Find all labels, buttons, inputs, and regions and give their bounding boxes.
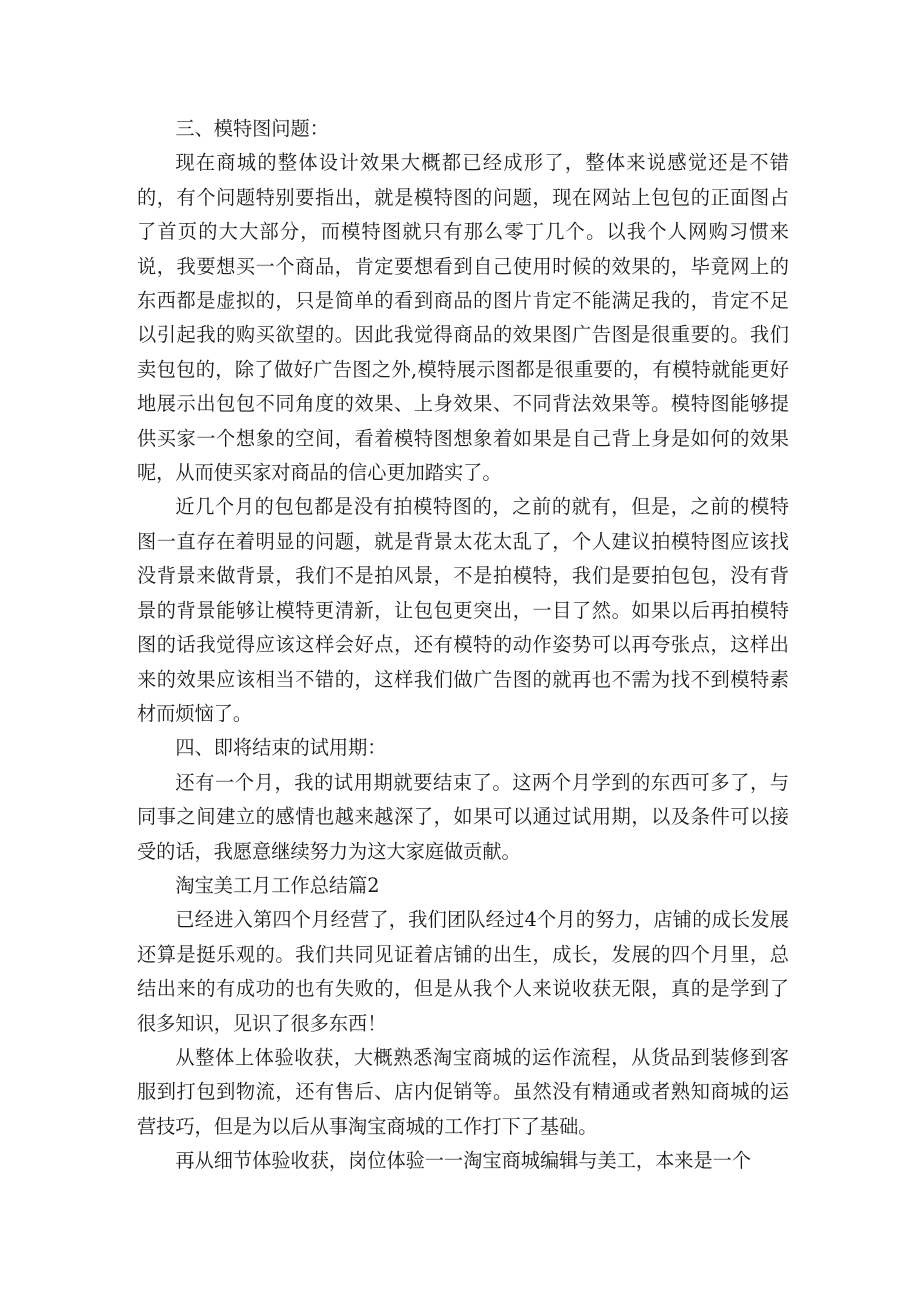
body-paragraph: 从整体上体验收获，大概熟悉淘宝商城的运作流程，从货品到装修到客服到打包到物流，还有售后、店内促销等。虽然没有精通或者熟知商城的运营技巧，但是为以后从事淘宝商城的工作打下了基础。 (137, 1045, 789, 1138)
section-heading-model-photos: 三、模特图问题： (175, 117, 329, 140)
document-body (137, 112, 789, 1179)
body-paragraph: 已经进入第四个月经营了，我们团队经过4个月的努力，店铺的成长发展还算是挺乐观的。我们共同见证着店铺的出生，成长，发展的四个月里，总结出来的有成功的也有失败的，但是从我个人来说收获无限，真的是学到了很多知识，见识了很多东西！ (137, 908, 789, 1035)
section-heading-probation: 四、即将结束的试用期： (175, 736, 387, 760)
body-paragraph: 再从细节体验收获，岗位体验一一淘宝商城编辑与美工，本来是一个 (175, 1149, 752, 1173)
body-paragraph: 近几个月的包包都是没有拍模特图的，之前的就有，但是，之前的模特图一直存在着明显的问题，就是背景太花太乱了，个人建议拍模特图应该找没背景来做背景，我们不是拍风景，不是拍模特，我们是要拍包包，没有背景的背景能够让模特更清新，让包包更突出，一目了然。如果以后再拍模特图的话我觉得应该这样会好点，还有模特的动作姿势可以再夸张点，这样出来的效果应该相当不错的，这样我们做广告图的就再也不需为找不到模特素材而烦恼了。 (137, 495, 789, 725)
article-title-part-2: 淘宝美工月工作总结篇2 (175, 873, 380, 897)
body-paragraph: 还有一个月，我的试用期就要结束了。这两个月学到的东西可多了，与同事之间建立的感情也越来越深了，如果可以通过试用期，以及条件可以接受的话，我愿意继续努力为这大家庭做贡献。 (137, 770, 789, 863)
body-paragraph: 现在商城的整体设计效果大概都已经成形了，整体来说感觉还是不错的，有个问题特别要指出，就是模特图的问题，现在网站上包包的正面图占了首页的大大部分，而模特图就只有那么零丁几个。以我个人网购习惯来说，我要想买一个商品，肯定要想看到自己使用时候的效果的，毕竟网上的东西都是虚拟的，只是简单的看到商品的图片肯定不能满足我的，肯定不足以引起我的购买欲望的。因此我觉得商品的效果图广告图是很重要的。我们卖包包的，除了做好广告图之外,模特展示图都是很重要的，有模特就能更好地展示出包包不同角度的效果、上身效果、不同背法效果等。模特图能够提供买家一个想象的空间，看着模特图想象着如果是自己背上身是如何的效果呢，从而使买家对商品的信心更加踏实了。 (137, 151, 789, 485)
